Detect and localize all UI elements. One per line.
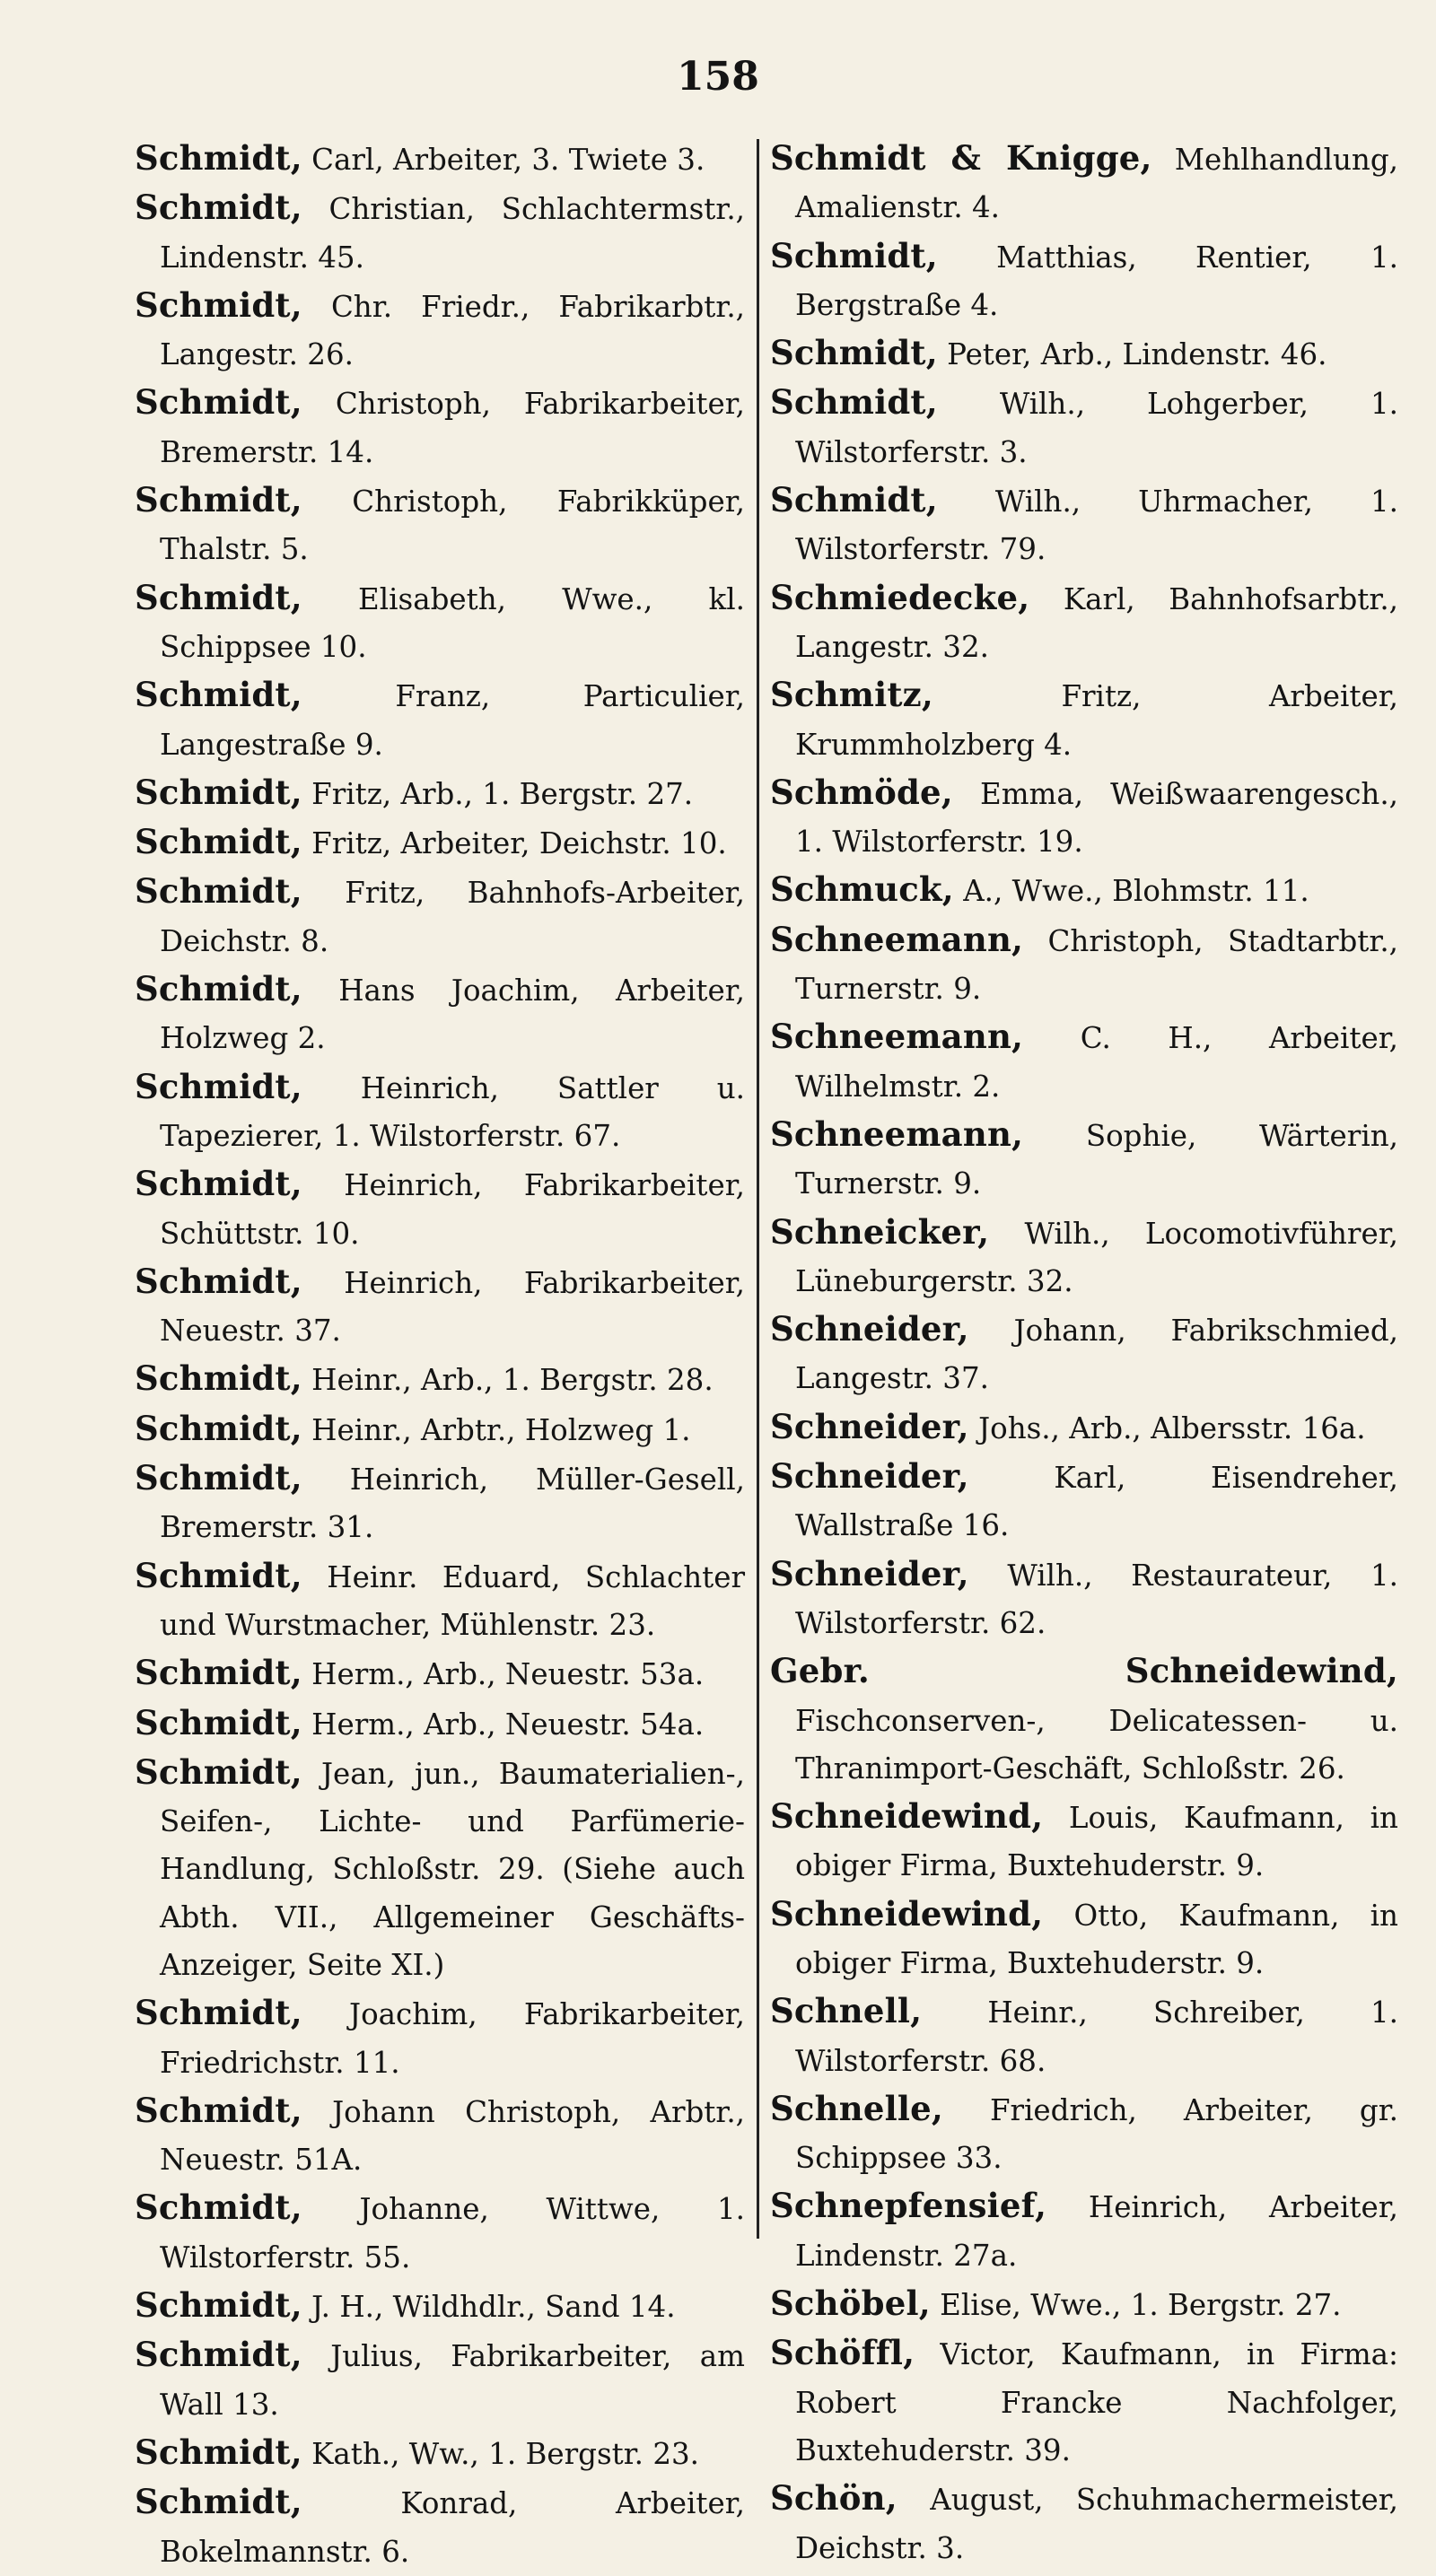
directory-entry (770, 671, 1398, 769)
entry-name: Schmidt, (135, 1164, 302, 1204)
directory-entry (770, 916, 1398, 1014)
entry-details: Chr. Friedr., Fabrikarbtr., Langestr. 26. (160, 289, 745, 372)
entry-details: Julius, Fabrikarbeiter, am Wall 13. (160, 2339, 745, 2422)
entry-name: Schmidt, (135, 1751, 302, 1792)
entry-name: Schmidt, (135, 284, 302, 325)
entry-name: Schön, (770, 2478, 898, 2519)
directory-entry (770, 1013, 1398, 1111)
entry-details: Emma, Weißwaarengesch., 1. Wilstorferstr. 19. (795, 776, 1398, 860)
entry-details: Johanne, Wittwe, 1. Wilstorferstr. 55. (160, 2192, 745, 2275)
entry-name: Schmidt, (135, 480, 302, 520)
entry-details: Johann Christoph, Arbtr., Neuestr. 51A. (160, 2094, 745, 2178)
directory-entry (135, 1989, 745, 2087)
entry-name: Schmidt, (135, 1261, 302, 1301)
directory-entry (770, 379, 1398, 476)
directory-entry (135, 1552, 745, 1650)
entry-details: Christoph, Stadtarbtr., Turnerstr. 9. (795, 923, 1398, 1007)
entry-details: Herm., Arb., Neuestr. 54a. (311, 1707, 705, 1742)
entry-name: Schmidt, (135, 1408, 302, 1448)
entry-name: Schmidt, (135, 2432, 302, 2472)
directory-entry (135, 818, 745, 868)
entry-details: August, Schuhmachermeister, Deichstr. 3. (795, 2483, 1398, 2565)
entry-name: Schmidt, (135, 1702, 302, 1742)
entry-name: Schmidt, (770, 382, 938, 423)
directory-entry (135, 868, 745, 965)
entry-details: Johs., Arb., Albersstr. 16a. (978, 1410, 1366, 1445)
directory-entry (135, 769, 745, 818)
directory-entry (770, 574, 1398, 672)
directory-entry (770, 1793, 1398, 1891)
entry-name: Schneidewind, (770, 1893, 1044, 1934)
entry-details: Christian, Schlachtermstr., Lindenstr. 45. (160, 192, 745, 275)
entry-details: Heinr., Arbtr., Holzweg 1. (311, 1412, 691, 1447)
directory-entry (770, 1111, 1398, 1209)
entry-name: Schmidt, (135, 969, 302, 1009)
directory-entry (135, 1258, 745, 1356)
entry-name: Schmidt, (135, 675, 302, 715)
entry-name: Schmidt, (770, 235, 938, 275)
directory-entry (770, 1891, 1398, 1988)
entry-details: Heinr., Arb., 1. Bergstr. 28. (311, 1363, 714, 1398)
entry-details: Konrad, Arbeiter, Bokelmannstr. 6. (160, 2486, 745, 2569)
entry-details: Heinr., Schreiber, 1. Wilstorferstr. 68. (795, 1995, 1398, 2078)
directory-entry (135, 1454, 745, 1552)
entry-details: Sophie, Wärterin, Turnerstr. 9. (795, 1118, 1398, 1201)
entry-details: Elise, Wwe., 1. Bergstr. 27. (940, 2288, 1342, 2323)
page-number: 158 (677, 54, 759, 100)
directory-entry (770, 329, 1398, 379)
directory-entry (135, 2282, 745, 2331)
directory-entry (135, 282, 745, 380)
entry-details: Karl, Bahnhofsarbtr., Langestr. 32. (795, 581, 1398, 664)
directory-entry (135, 671, 745, 769)
entry-name: Schmuck, (770, 869, 954, 910)
entry-details: C. H., Arbeiter, Wilhelmstr. 2. (795, 1021, 1398, 1104)
directory-entry (770, 1403, 1398, 1453)
entry-details: Wilh., Lohgerber, 1. Wilstorferstr. 3. (795, 387, 1398, 469)
entry-name: Schmidt, (135, 2187, 302, 2228)
directory-entry (135, 2087, 745, 2185)
entry-details: Christoph, Fabrikarbeiter, Bremerstr. 14. (160, 387, 745, 469)
entry-name: Schmidt, (135, 1358, 302, 1399)
entry-details: Mehlhandlung, Amalienstr. 4. (795, 143, 1398, 225)
directory-entry (770, 232, 1398, 330)
right-column (770, 135, 1398, 2572)
entry-name: Schmidt, (135, 1458, 302, 1498)
entry-details: Matthias, Rentier, 1. Bergstraße 4. (795, 240, 1398, 322)
directory-entry (135, 574, 745, 672)
directory-entry (770, 866, 1398, 915)
entry-details: Hans Joachim, Arbeiter, Holzweg 2. (160, 974, 745, 1056)
entry-details: Fritz, Arbeiter, Krummholzberg 4. (795, 679, 1398, 762)
entry-name: Schneicker, (770, 1211, 990, 1252)
entry-name: Schmidt, (135, 772, 302, 812)
directory-entry (135, 2478, 745, 2576)
entry-name: Schneider, (770, 1456, 969, 1497)
entry-name: Schneider, (770, 1406, 969, 1446)
entry-details: Wilh., Restaurateur, 1. Wilstorferstr. 62. (795, 1558, 1398, 1640)
entry-details: Fritz, Arbeiter, Deichstr. 10. (311, 826, 727, 861)
entry-name: Schmidt, (770, 480, 938, 520)
entry-details: Victor, Kaufmann, in Firma: Robert Francke Nachfolger, Buxtehuderstr. 39. (795, 2337, 1398, 2467)
entry-name: Schöbel, (770, 2283, 931, 2324)
entry-details: Heinr. Eduard, Schlachter und Wurstmacher, Mühlenstr. 23. (160, 1559, 745, 1642)
entry-name: Schmidt, (135, 2285, 302, 2326)
directory-entry (770, 769, 1398, 867)
entry-name: Schmidt, (135, 382, 302, 423)
entry-details: Karl, Eisendreher, Wallstraße 16. (795, 1461, 1398, 1543)
entry-name: Schneemann, (770, 919, 1024, 959)
entry-name: Schmidt, (135, 2090, 302, 2130)
directory-entry (135, 1699, 745, 1749)
entry-name: Schneider, (770, 1309, 969, 1349)
directory-entry (135, 1063, 745, 1161)
entry-details: Heinrich, Fabrikarbeiter, Neuestr. 37. (160, 1265, 745, 1349)
entry-details: Heinrich, Fabrikarbeiter, Schüttstr. 10. (160, 1168, 745, 1251)
directory-entry (770, 2475, 1398, 2572)
directory-entry (135, 965, 745, 1063)
entry-name: Schmidt, (135, 871, 302, 912)
entry-details: Jean, jun., Baumaterialien-, Seifen-, Lichte- und Parfümerie-Handlung, Schloßstr. 29. (Siehe auch Abth. VII., Allgemeiner Geschäfts-Anzeiger, Seite XI.) (160, 1756, 745, 1982)
entry-name: Schöffl, (770, 2333, 915, 2373)
entry-details: Fritz, Arb., 1. Bergstr. 27. (311, 776, 694, 811)
entry-name: Schmidt, (135, 577, 302, 617)
entry-name: Schneemann, (770, 1017, 1024, 1057)
entry-details: Johann, Fabrikschmied, Langestr. 37. (795, 1314, 1398, 1396)
directory-entry (770, 2182, 1398, 2280)
directory-entry (770, 1550, 1398, 1648)
entry-details: Franz, Particulier, Langestraße 9. (160, 679, 745, 762)
entry-details: A., Wwe., Blohmstr. 11. (963, 874, 1309, 909)
entry-details: Peter, Arb., Lindenstr. 46. (947, 337, 1327, 372)
directory-entry (135, 379, 745, 476)
entry-details: Elisabeth, Wwe., kl. Schippsee 10. (160, 581, 745, 664)
entry-name: Schnelle, (770, 2088, 943, 2128)
directory-entry (135, 184, 745, 282)
directory-entry (135, 1405, 745, 1454)
directory-entry (135, 2429, 745, 2478)
entry-name: Schmöde, (770, 772, 953, 812)
directory-entry (770, 2280, 1398, 2329)
entry-details: Wilh., Uhrmacher, 1. Wilstorferstr. 79. (795, 485, 1398, 567)
directory-entry (135, 476, 745, 574)
entry-name: Schmidt, (135, 138, 302, 178)
directory-entry (135, 1749, 745, 1989)
entry-name: Schmitz, (770, 675, 933, 715)
directory-entry (770, 2085, 1398, 2183)
entry-name: Schmidt, (135, 188, 302, 228)
entry-name: Schnell, (770, 1991, 923, 2031)
directory-entry (135, 135, 745, 184)
directory-entry (135, 1355, 745, 1404)
entry-name: Schneidewind, (770, 1796, 1044, 1837)
entry-details: Louis, Kaufmann, in obiger Firma, Buxtehuderstr. 9. (795, 1801, 1398, 1883)
entry-name: Schmidt, (135, 2482, 302, 2522)
entry-details: Fritz, Bahnhofs-Arbeiter, Deichstr. 8. (160, 876, 745, 958)
entry-details: Heinrich, Arbeiter, Lindenstr. 27a. (795, 2190, 1398, 2273)
entry-name: Schmidt, (135, 1066, 302, 1106)
directory-entry (770, 1987, 1398, 2085)
entry-details: Joachim, Fabrikarbeiter, Friedrichstr. 11. (160, 1997, 745, 2080)
entry-name: Schnepfensief, (770, 2186, 1047, 2226)
entry-name: Gebr. Schneidewind, (770, 1651, 1398, 1691)
left-column (135, 135, 745, 2576)
entry-details: Herm., Arb., Neuestr. 53a. (311, 1657, 705, 1692)
directory-entry (135, 2331, 745, 2429)
directory-entry (770, 1209, 1398, 1306)
directory-entry (770, 1305, 1398, 1403)
entry-name: Schmidt, (135, 822, 302, 862)
directory-entry (135, 1160, 745, 1258)
entry-name: Schneider, (770, 1553, 969, 1594)
entry-details: Fischconserven-, Delicatessen- u. Thranimport-Geschäft, Schloßstr. 26. (795, 1703, 1398, 1786)
entry-details: J. H., Wildhdlr., Sand 14. (311, 2290, 676, 2325)
entry-name: Schmidt, (135, 2335, 302, 2375)
entry-details: Friedrich, Arbeiter, gr. Schippsee 33. (795, 2092, 1398, 2176)
directory-entry (770, 1453, 1398, 1550)
directory-entry (770, 1647, 1398, 1793)
entry-name: Schneemann, (770, 1113, 1024, 1154)
entry-details: Wilh., Locomotivführer, Lüneburgerstr. 32. (795, 1216, 1398, 1298)
entry-details: Christoph, Fabrikküper, Thalstr. 5. (160, 485, 745, 567)
entry-name: Schmidt, (135, 1555, 302, 1595)
directory-entry (135, 1649, 745, 1698)
entry-details: Kath., Ww., 1. Bergstr. 23. (311, 2436, 700, 2471)
directory-entry (770, 476, 1398, 574)
entry-details: Otto, Kaufmann, in obiger Firma, Buxtehuderstr. 9. (795, 1898, 1398, 1980)
entry-details: Carl, Arbeiter, 3. Twiete 3. (311, 143, 705, 177)
directory-entry (770, 2329, 1398, 2475)
directory-entry (135, 2184, 745, 2282)
column-divider (757, 139, 759, 2239)
directory-entry (770, 135, 1398, 232)
entry-name: Schmidt, (135, 1993, 302, 2033)
entry-name: Schmidt & Knigge, (770, 138, 1152, 178)
entry-name: Schmiedecke, (770, 577, 1030, 617)
entry-name: Schmidt, (135, 1653, 302, 1693)
entry-name: Schmidt, (770, 333, 938, 373)
entry-details: Heinrich, Müller-Gesell, Bremerstr. 31. (160, 1463, 745, 1545)
entry-details: Heinrich, Sattler u. Tapezierer, 1. Wilstorferstr. 67. (160, 1070, 745, 1153)
